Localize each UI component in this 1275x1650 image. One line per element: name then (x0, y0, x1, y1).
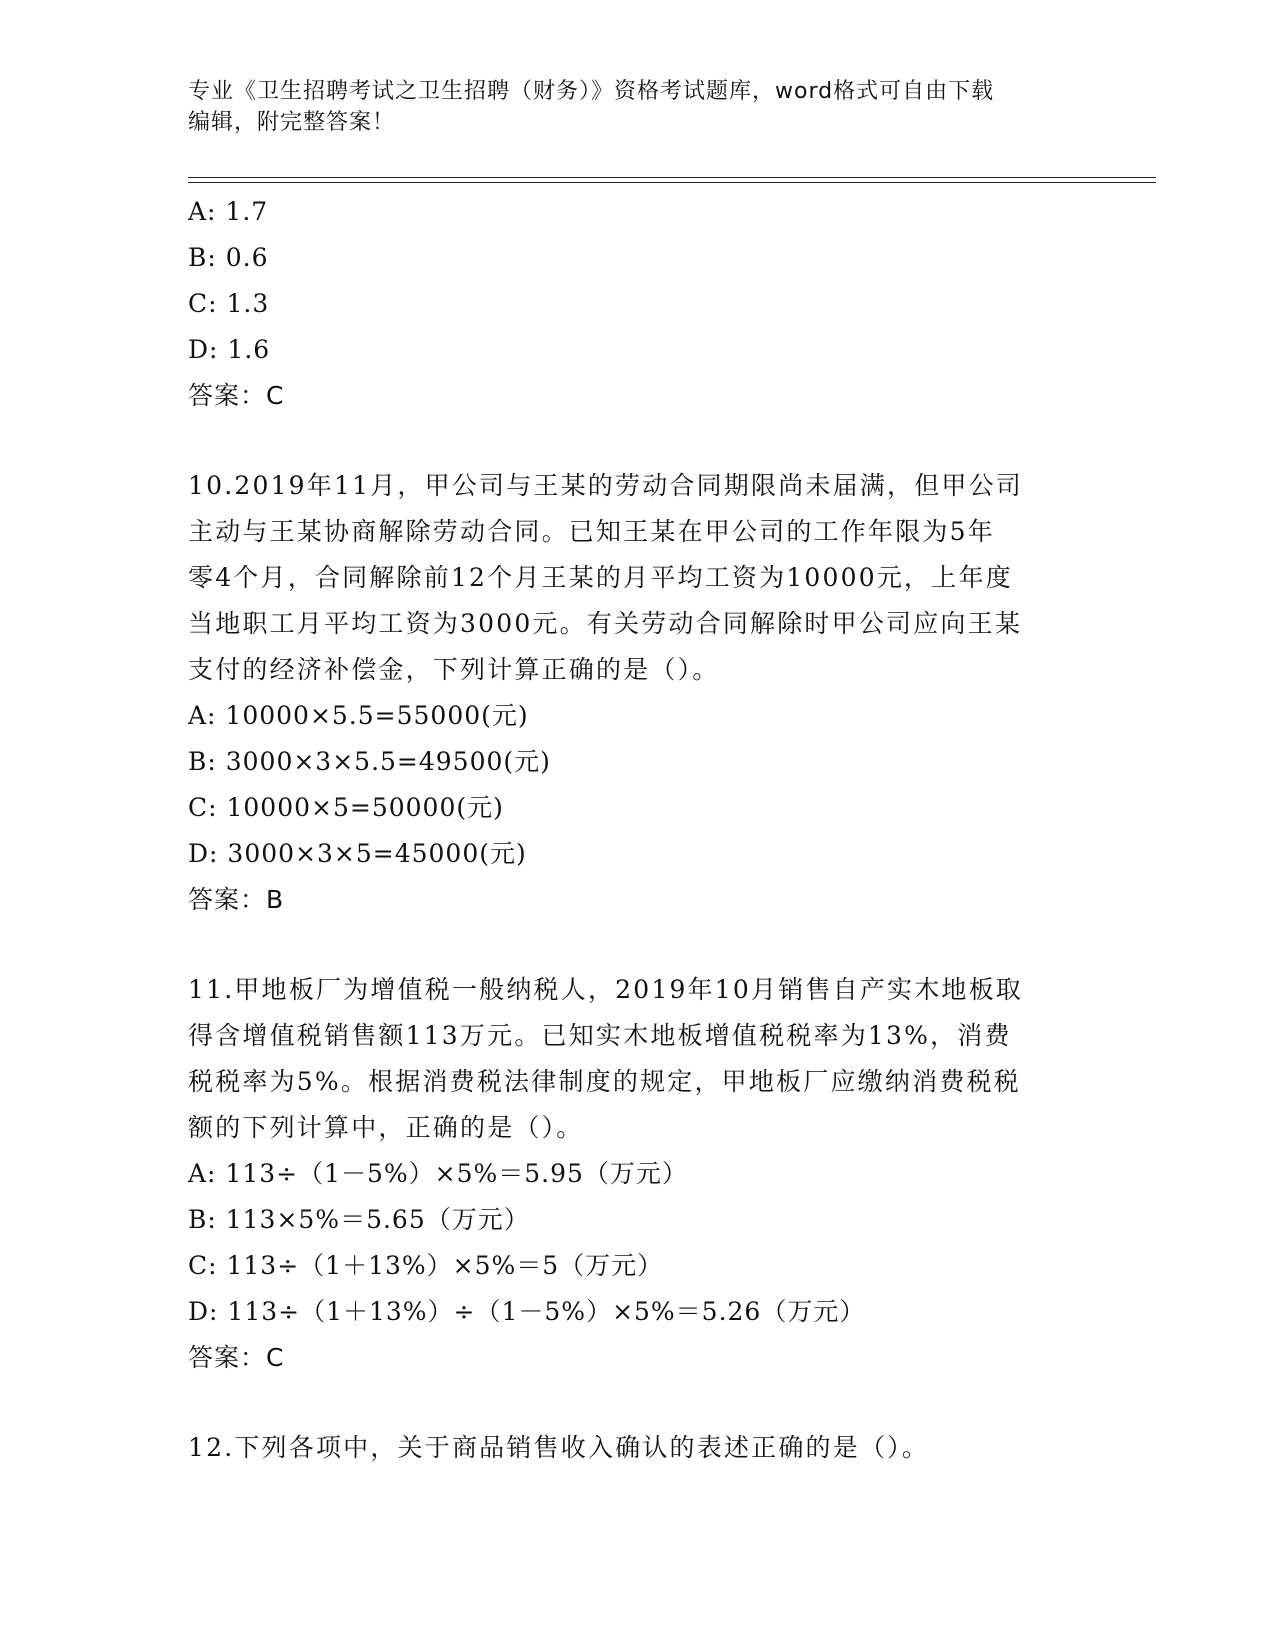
option-a: A: 10000×5.5=55000(元) (188, 701, 529, 730)
question-12-block (188, 1425, 1088, 1471)
header-line-2: 编辑，附完整答案！ (188, 110, 396, 135)
question-line: 支付的经济补偿金，下列计算正确的是（）。 (188, 655, 720, 684)
question-line: 11.甲地板厂为增值税一般纳税人，2019年10月销售自产实木地板取 (188, 975, 1023, 1004)
option-b: B: 3000×3×5.5=49500(元) (188, 747, 551, 776)
header-divider-top (188, 177, 1156, 178)
question-line: 零4个月，合同解除前12个月王某的月平均工资为10000元，上年度 (188, 563, 1013, 592)
header-line-1: 专业《卫生招聘考试之卫生招聘（财务）》资格考试题库，word格式可自由下载 (188, 79, 995, 104)
question-10-block (188, 463, 1088, 923)
answer-line: 答案：B (188, 885, 285, 914)
question-line: 额的下列计算中，正确的是（）。 (188, 1113, 584, 1142)
answer-line: 答案：C (188, 1343, 285, 1372)
option-d: D: 113÷（1＋13%）÷（1－5%）×5%＝5.26（万元） (188, 1297, 866, 1326)
question-text (188, 967, 1088, 1151)
option-b: B: 113×5%＝5.65（万元） (188, 1205, 530, 1234)
option-d: D: 1.6 (188, 335, 271, 364)
option-a: A: 113÷（1－5%）×5%＝5.95（万元） (188, 1159, 688, 1188)
question-line: 得含增值税销售额113万元。已知实木地板增值税税率为13%，消费 (188, 1021, 1012, 1050)
question-line: 主动与王某协商解除劳动合同。已知王某在甲公司的工作年限为5年 (188, 517, 995, 546)
question-line: 税税率为5%。根据消费税法律制度的规定，甲地板厂应缴纳消费税税 (188, 1067, 1021, 1096)
option-b: B: 0.6 (188, 243, 269, 272)
option-d: D: 3000×3×5=45000(元) (188, 839, 527, 868)
prev-question-block (188, 189, 1088, 419)
question-line: 10.2019年11月，甲公司与王某的劳动合同期限尚未届满，但甲公司 (188, 471, 1023, 500)
question-text (188, 463, 1088, 693)
option-c: C: 113÷（1＋13%）×5%＝5（万元） (188, 1251, 664, 1280)
header-divider-bottom (188, 182, 1156, 183)
document-header (188, 76, 1088, 138)
option-c: C: 1.3 (188, 289, 270, 318)
document-body (188, 189, 1088, 1471)
question-line: 12.下列各项中，关于商品销售收入确认的表述正确的是（）。 (188, 1433, 930, 1462)
option-a: A: 1.7 (188, 197, 269, 226)
question-line: 当地职工月平均工资为3000元。有关劳动合同解除时甲公司应向王某 (188, 609, 1023, 638)
answer-line: 答案：C (188, 381, 285, 410)
question-11-block (188, 967, 1088, 1381)
question-text (188, 1425, 1088, 1471)
option-c: C: 10000×5=50000(元) (188, 793, 504, 822)
